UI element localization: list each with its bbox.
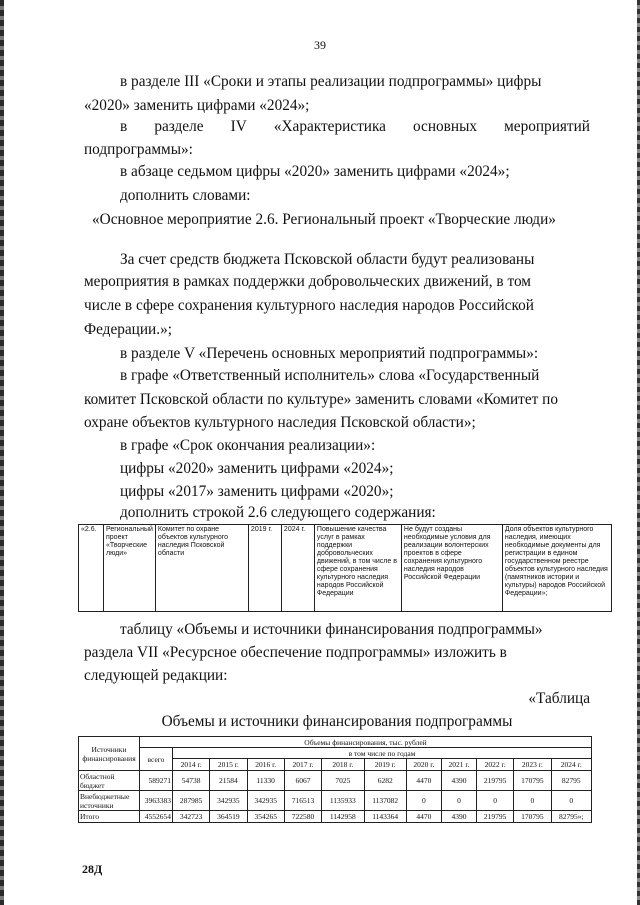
cell-value: 4390 <box>441 811 476 823</box>
year-header: 2022 г. <box>477 759 514 771</box>
cell-consequence: Не будут созданы необходимые условия для реализации волонтерских проектов в сфере сохранения культурного наследия народов Российской Федерации <box>401 525 502 612</box>
cell-value: 82795 <box>551 771 591 791</box>
year-header: 2015 г. <box>210 759 247 771</box>
cell-num: «2.6. <box>79 525 104 612</box>
cell-end: 2024 г. <box>281 525 314 612</box>
cell-value: 4390 <box>441 771 476 791</box>
table-row <box>79 811 592 823</box>
header-total: всего <box>140 748 173 771</box>
text-line: цифры «2017» заменить цифрами «2020»; <box>120 483 394 500</box>
row-total: 589271 <box>140 771 173 791</box>
cell-start: 2019 г. <box>248 525 281 612</box>
text-line: мероприятия в рамках поддержки добровольческих движений, в том <box>84 273 531 290</box>
page-number: 39 <box>314 38 326 52</box>
cell-value: 170795 <box>514 771 551 791</box>
text-line: комитет Псковской области по культуре» заменить словами «Комитет по <box>84 391 558 408</box>
year-header: 2014 г. <box>173 759 210 771</box>
cell-value: 716513 <box>284 791 321 811</box>
cell-value: 354265 <box>247 811 284 823</box>
text-line: в разделе V «Перечень основных мероприятий подпрограммы»: <box>120 345 539 362</box>
text-line: числе в сфере сохранения культурного наследия народов Российской <box>84 297 534 314</box>
row-label: Областной бюджет <box>79 771 140 791</box>
finance-table <box>78 736 592 823</box>
year-header: 2019 г. <box>364 759 406 771</box>
row-label: Итого <box>79 811 140 823</box>
year-header: 2020 г. <box>406 759 441 771</box>
text-line: За счет средств бюджета Псковской области будут реализованы <box>120 251 535 268</box>
inserted-row-table <box>78 524 612 612</box>
text-line: раздела VII «Ресурсное обеспечение подпрограммы» изложить в <box>84 644 507 661</box>
text-line: Федерации.»; <box>84 321 172 338</box>
cell-name: Региональный проект «Творческие люди» <box>104 525 156 612</box>
header-by-year: в том числе по годам <box>173 748 592 759</box>
cell-value: 21584 <box>210 771 247 791</box>
cell-result: Повышение качества услуг в рамках поддержки добровольческих движений, в том числе в сфере сохранения культурного наследия народов Российской Федерации <box>314 525 401 612</box>
year-header: 2021 г. <box>441 759 476 771</box>
text-line: дополнить словами: <box>120 187 251 204</box>
year-header: 2023 г. <box>514 759 551 771</box>
table-row <box>79 525 612 612</box>
cell-value: 722580 <box>284 811 321 823</box>
cell-value: 219795 <box>477 811 514 823</box>
table-header-row <box>79 737 592 748</box>
row-total: 4552654 <box>140 811 173 823</box>
cell-indicator: Доля объектов культурного наследия, имеющих необходимые документы для регистрации в едином государственном реестре объектов культурного наследия (памятников истории и культуры) народов Российской Федерации»; <box>502 525 611 612</box>
text-line-justified: таблицу «Объемы и источники финансирования подпрограммы» <box>120 621 543 638</box>
year-header: 2018 г. <box>322 759 364 771</box>
row-label: Внебюджетные источники <box>79 791 140 811</box>
cell-value: 0 <box>477 791 514 811</box>
cell-value: 4470 <box>406 811 441 823</box>
cell-value: 11330 <box>247 771 284 791</box>
year-header: 2016 г. <box>247 759 284 771</box>
text-line: в графе «Ответственный исполнитель» слова «Государственный <box>120 367 540 384</box>
cell-value: 0 <box>514 791 551 811</box>
cell-value: 342935 <box>247 791 284 811</box>
table-title: Объемы и источники финансирования подпрограммы <box>161 713 513 730</box>
year-header: 2017 г. <box>284 759 321 771</box>
cell-value: 6067 <box>284 771 321 791</box>
cell-value: 0 <box>441 791 476 811</box>
cell-value: 364519 <box>210 811 247 823</box>
cell-value: 1137082 <box>364 791 406 811</box>
cell-value: 287985 <box>173 791 210 811</box>
cell-value: 7025 <box>322 771 364 791</box>
cell-value: 4470 <box>406 771 441 791</box>
text-line: в разделе III «Сроки и этапы реализации подпрограммы» цифры <box>120 73 542 90</box>
text-line: дополнить строкой 2.6 следующего содержания: <box>120 504 436 521</box>
cell-value: 1135933 <box>322 791 364 811</box>
cell-value: 1142958 <box>322 811 364 823</box>
cell-value: 6282 <box>364 771 406 791</box>
header-volume: Объемы финансирования, тыс. рублей <box>140 737 592 748</box>
row-total: 3963383 <box>140 791 173 811</box>
cell-value: 219795 <box>477 771 514 791</box>
cell-value: 342723 <box>173 811 210 823</box>
cell-value: 1143364 <box>364 811 406 823</box>
cell-value: 82795»; <box>551 811 591 823</box>
text-line: «Основное мероприятие 2.6. Региональный проект «Творческие люди» <box>92 211 556 228</box>
text-line: охране объектов культурного наследия Псковской области»; <box>84 414 476 431</box>
header-source: Источники финансирования <box>79 737 140 771</box>
text-line: следующей редакции: <box>84 667 228 684</box>
table-row <box>79 791 592 811</box>
text-line: цифры «2020» заменить цифрами «2024»; <box>120 460 394 477</box>
cell-value: 0 <box>406 791 441 811</box>
scan-edge-left <box>0 0 4 905</box>
text-line: подпрограммы»: <box>84 141 193 158</box>
cell-value: 54738 <box>173 771 210 791</box>
text-line: «2020» заменить цифрами «2024»; <box>84 97 310 114</box>
text-line: в графе «Срок окончания реализации»: <box>120 437 376 454</box>
text-line: в абзаце седьмом цифры «2020» заменить цифрами «2024»; <box>120 163 510 180</box>
year-header: 2024 г. <box>551 759 591 771</box>
table-caption-label: «Таблица <box>528 690 590 707</box>
cell-executor: Комитет по охране объектов культурного наследия Псковской области <box>155 525 248 612</box>
table-row <box>79 771 592 791</box>
text-line-justified: в разделе IV «Характеристика основных мероприятий <box>120 118 590 135</box>
cell-value: 170795 <box>514 811 551 823</box>
footer-mark: 28Д <box>82 862 103 876</box>
cell-value: 342935 <box>210 791 247 811</box>
cell-value: 0 <box>551 791 591 811</box>
table-header-row <box>79 748 592 759</box>
